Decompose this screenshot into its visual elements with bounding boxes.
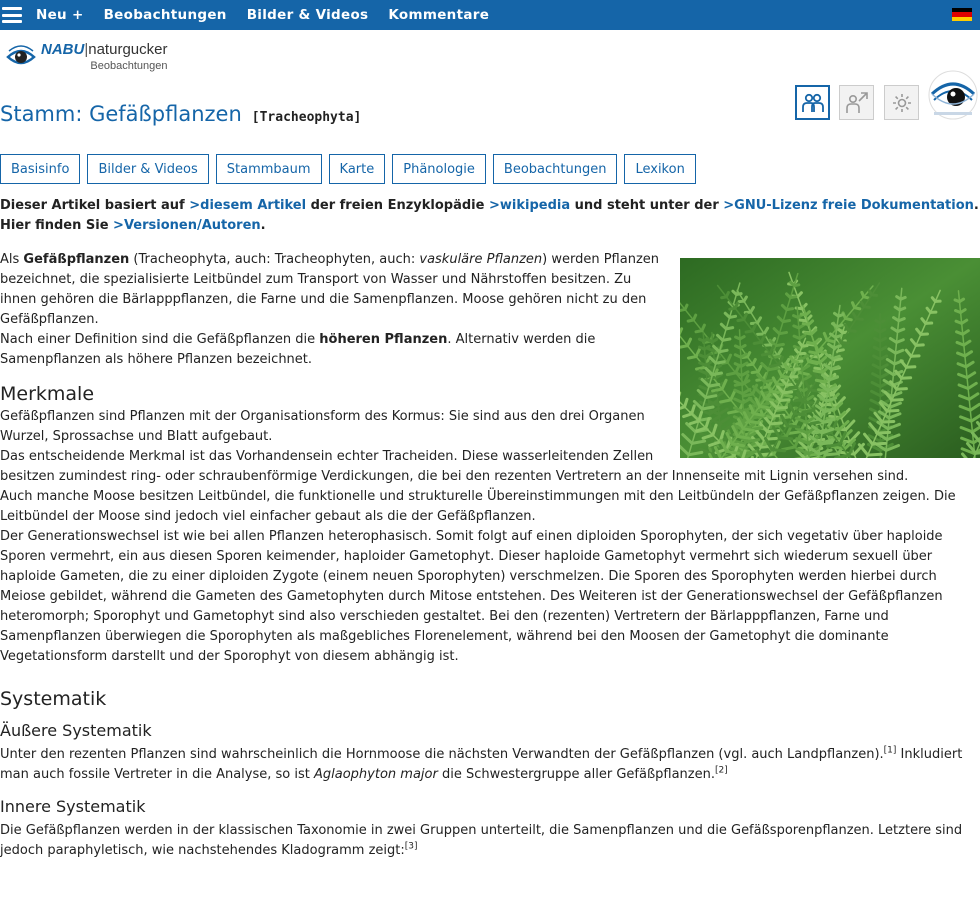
- logo-separator: |: [84, 41, 89, 58]
- page-title-scientific: [Tracheophyta]: [251, 110, 362, 125]
- tab-basisinfo[interactable]: Basisinfo: [0, 154, 80, 184]
- flag-icon[interactable]: [952, 8, 972, 21]
- tab-bar: [0, 154, 980, 184]
- article-body: [0, 250, 980, 861]
- site-logo[interactable]: [6, 42, 167, 72]
- top-bar: [0, 0, 980, 30]
- heading-innere-systematik: Innere Systematik: [0, 797, 146, 816]
- logo-nabu-text: NABU: [41, 41, 85, 58]
- tab-karte[interactable]: Karte: [329, 154, 386, 184]
- merkmale-paragraph-1: Gefäßpflanzen sind Pflanzen mit der Organisationsform des Kormus: Sie sind aus den drei Organen Wurzel, Sprossachse und Blatt aufgebaut.: [0, 409, 645, 444]
- logo-subtitle: Beobachtungen: [90, 60, 168, 72]
- merkmale-paragraph-4: Der Generationswechsel ist wie bei allen Pflanzen heterophasisch. Somit folgt auf einen diploiden Sporophyten, der sich vegetativ über haploide Sporen vermehrt, ein aus diesen Sporen keimender, haploider Gametophyt. Dieser haploide Gametophyt vermehrt sich wiederum sexuell über haploide Gameten, die zu einer diploiden Zygote (einem neuen Sporophyten) verschmelzen. Die Sporen des Sporophyten werden hierbei durch Meiose gebildet, während die Gameten des Gametophyten durch Mitose entstehen. Des Weiteren ist der Generationswechsel der Gefäßpflanzen heteromorph; Sporophyt und Gametophyt sind also verschieden gestaltet. Bei den (rezenten) Vertretern der Bärlapppflanzen, Farne und Samenpflanzen überwiegen die Sporophyten als maßgebliches Florenelement, während bei den Moosen der Gametophyt die dominante Vegetationsform darstellt und der Sporophyt von diesem abhängig ist.: [0, 529, 943, 664]
- site-header: [0, 30, 980, 92]
- tab-stammbaum[interactable]: Stammbaum: [216, 154, 322, 184]
- page-title-main: Stamm: Gefäßpflanzen: [0, 102, 242, 126]
- heading-aeussere-systematik: Äußere Systematik: [0, 721, 152, 740]
- nav-observations[interactable]: Beobachtungen: [103, 7, 227, 23]
- innere-systematik-paragraph: Die Gefäßpflanzen werden in der klassischen Taxonomie in zwei Gruppen unterteilt, die Samenpflanzen und die Gefäßsporenpflanzen. Letztere sind jedoch paraphyletisch, wie nachstehendes Kladogramm zeigt:[3]: [0, 823, 963, 858]
- nav-new[interactable]: Neu +: [36, 7, 84, 23]
- intro-paragraph-2: Nach einer Definition sind die Gefäßpflanzen die höheren Pflanzen. Alternativ werden die Samenpflanzen als höhere Pflanzen bezeichnet.: [0, 332, 596, 367]
- source-article-link[interactable]: >diesem Artikel: [189, 198, 307, 213]
- nav-images-videos[interactable]: Bilder & Videos: [246, 7, 369, 23]
- tab-lexikon[interactable]: Lexikon: [624, 154, 695, 184]
- heading-systematik: Systematik: [0, 688, 107, 710]
- intro-paragraph-1: Als Gefäßpflanzen (Tracheophyta, auch: Tracheophyten, auch: vaskuläre Pflanzen) werden Pflanzen bezeichnet, die spezialisierte Leitbündel zum Transport von Wasser und Nährstoffen besitzen. Zu ihnen gehören die Bärlapppflanzen, die Farne und die Samenpflanzen. Moose gehören nicht zu den Gefäßpflanzen.: [0, 252, 660, 327]
- reference-3[interactable]: [3]: [404, 841, 418, 852]
- tab-beobachtungen[interactable]: Beobachtungen: [493, 154, 618, 184]
- aeussere-systematik-paragraph: Unter den rezenten Pflanzen sind wahrscheinlich die Hornmoose die nächsten Verwandten der Gefäßpflanzen (vgl. auch Landpflanzen).[1] Inkludiert man auch fossile Vertreter in die Analyse, so ist Aglaophyton major die Schwestergruppe aller Gefäßpflanzen.[2]: [0, 745, 963, 782]
- top-nav: [36, 7, 489, 23]
- versions-authors-link[interactable]: >Versionen/Autoren: [113, 218, 261, 233]
- heading-merkmale: Merkmale: [0, 383, 95, 405]
- tab-images-videos[interactable]: Bilder & Videos: [87, 154, 208, 184]
- page-title: [0, 102, 980, 134]
- menu-icon[interactable]: [2, 7, 22, 23]
- reference-2[interactable]: [2]: [715, 765, 728, 776]
- naturgucker-eye-icon: [6, 42, 36, 72]
- wikipedia-link[interactable]: >wikipedia: [488, 198, 571, 213]
- nav-comments[interactable]: Kommentare: [388, 7, 490, 23]
- merkmale-paragraph-2: Das entscheidende Merkmal ist das Vorhandensein echter Tracheiden. Diese wasserleitenden Zellen besitzen zumindest ring- oder schraubenförmige Verdickungen, die bei den rezenten Vertretern an der Innenseite mit Lignin versehen sind.: [0, 449, 909, 484]
- fern-image[interactable]: [680, 258, 980, 458]
- merkmale-paragraph-3: Auch manche Moose besitzen Leitbündel, die funktionelle und strukturelle Übereinstimmungen mit den Leitbündeln der Gefäßpflanzen zeigen. Die Leitbündel der Moose sind jedoch viel einfacher gebaut als die der Gefäßpflanzen.: [0, 489, 956, 524]
- tab-phaenologie[interactable]: Phänologie: [392, 154, 486, 184]
- logo-naturgucker-text: naturgucker: [88, 41, 168, 58]
- source-note: Dieser Artikel basiert auf >diesem Artikel der freien Enzyklopädie >wikipedia und steht unter der >GNU-Lizenz freie Dokumentation. Hier finden Sie >Versionen/Autoren.: [0, 198, 979, 233]
- reference-1[interactable]: [1]: [883, 745, 897, 756]
- gnu-license-link[interactable]: >GNU-Lizenz freie Dokumentation: [723, 198, 974, 213]
